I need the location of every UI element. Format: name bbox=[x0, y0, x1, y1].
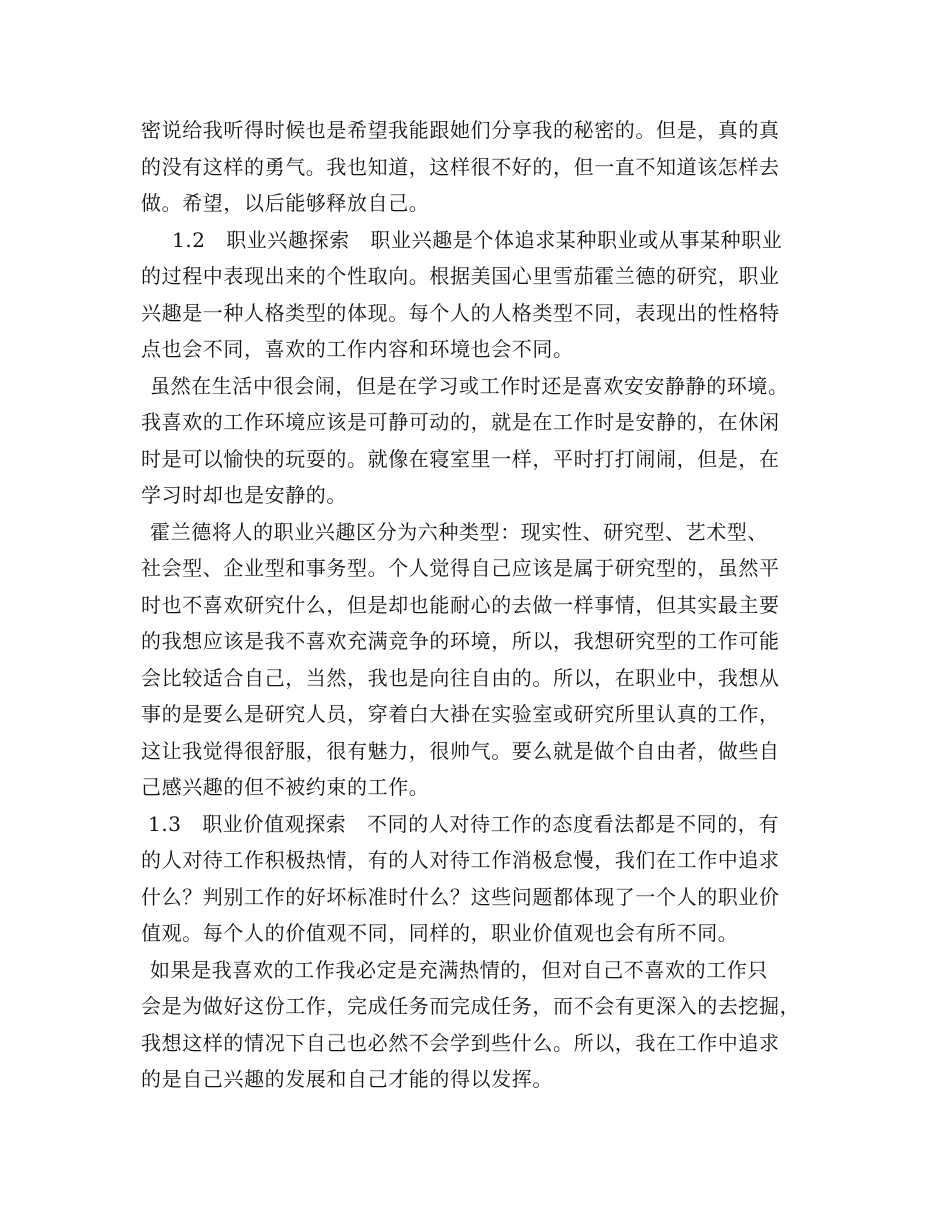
body-line: 这让我觉得很舒服，很有魅力，很帅气。要么就是做个自由者，做些自 bbox=[141, 738, 780, 763]
body-line: 事的是要么是研究人员，穿着白大褂在实验室或研究所里认真的工作， bbox=[141, 702, 780, 726]
body-line: 己感兴趣的但不被约束的工作。 bbox=[141, 775, 430, 799]
body-line: 学习时却也是安静的。 bbox=[141, 483, 347, 507]
body-line: 的没有这样的勇气。我也知道，这样很不好的，但一直不知道该怎样去 bbox=[141, 154, 780, 179]
body-line: 的是自己兴趣的发展和自己才能的得以发挥。 bbox=[141, 1067, 553, 1091]
body-line: 我想这样的情况下自己也必然不会学到些什么。所以，我在工作中追求 bbox=[141, 1030, 780, 1055]
section-1-2-heading-line: 1.2 职业兴趣探索 职业兴趣是个体追求某种职业或从事某种职业 bbox=[172, 227, 783, 252]
body-line: 兴趣是一种人格类型的体现。每个人的人格类型不同，表现出的性格特 bbox=[141, 300, 780, 325]
body-line: 社会型、企业型和事务型。个人觉得自己应该是属于研究型的，虽然平 bbox=[141, 556, 780, 580]
paragraph-start-line: 如果是我喜欢的工作我必定是充满热情的，但对自己不喜欢的工作只 bbox=[150, 957, 768, 982]
body-line: 什么？判别工作的好坏标准时什么？这些问题都体现了一个人的职业价 bbox=[141, 884, 780, 909]
body-line: 密说给我听得时候也是希望我能跟她们分享我的秘密的。但是，真的真 bbox=[141, 118, 780, 142]
body-line: 做。希望，以后能够释放自己。 bbox=[141, 191, 430, 215]
body-line: 时也不喜欢研究什么，但是却也能耐心的去做一样事情，但其实最主要 bbox=[141, 592, 780, 617]
body-line: 点也会不同，喜欢的工作内容和环境也会不同。 bbox=[141, 337, 574, 361]
body-line: 的人对待工作积极热情，有的人对待工作消极怠慢，我们在工作中追求 bbox=[141, 848, 780, 872]
paragraph-start-line: 虽然在生活中很会闹，但是在学习或工作时还是喜欢安安静静的环境。 bbox=[150, 373, 789, 398]
body-line: 的我想应该是我不喜欢充满竞争的环境，所以，我想研究型的工作可能 bbox=[141, 629, 780, 653]
body-line: 会比较适合自己，当然，我也是向往自由的。所以，在职业中，我想从 bbox=[141, 665, 780, 690]
paragraph-start-line: 霍兰德将人的职业兴趣区分为六种类型：现实性、研究型、艺术型、 bbox=[150, 519, 768, 544]
body-line: 值观。每个人的价值观不同，同样的，职业价值观也会有所不同。 bbox=[141, 921, 739, 945]
body-line: 我喜欢的工作环境应该是可静可动的，就是在工作时是安静的，在休闲 bbox=[141, 410, 780, 434]
body-line: 时是可以愉快的玩耍的。就像在寝室里一样，平时打打闹闹，但是，在 bbox=[141, 446, 780, 471]
section-1-3-heading-line: 1.3 职业价值观探索 不同的人对待工作的态度看法都是不同的，有 bbox=[148, 811, 780, 836]
body-line: 的过程中表现出来的个性取向。根据美国心里雪茄霍兰德的研究，职业 bbox=[141, 264, 780, 288]
document-body bbox=[141, 112, 821, 1098]
body-line: 会是为做好这份工作，完成任务而完成任务，而不会有更深入的去挖掘， bbox=[141, 994, 801, 1018]
